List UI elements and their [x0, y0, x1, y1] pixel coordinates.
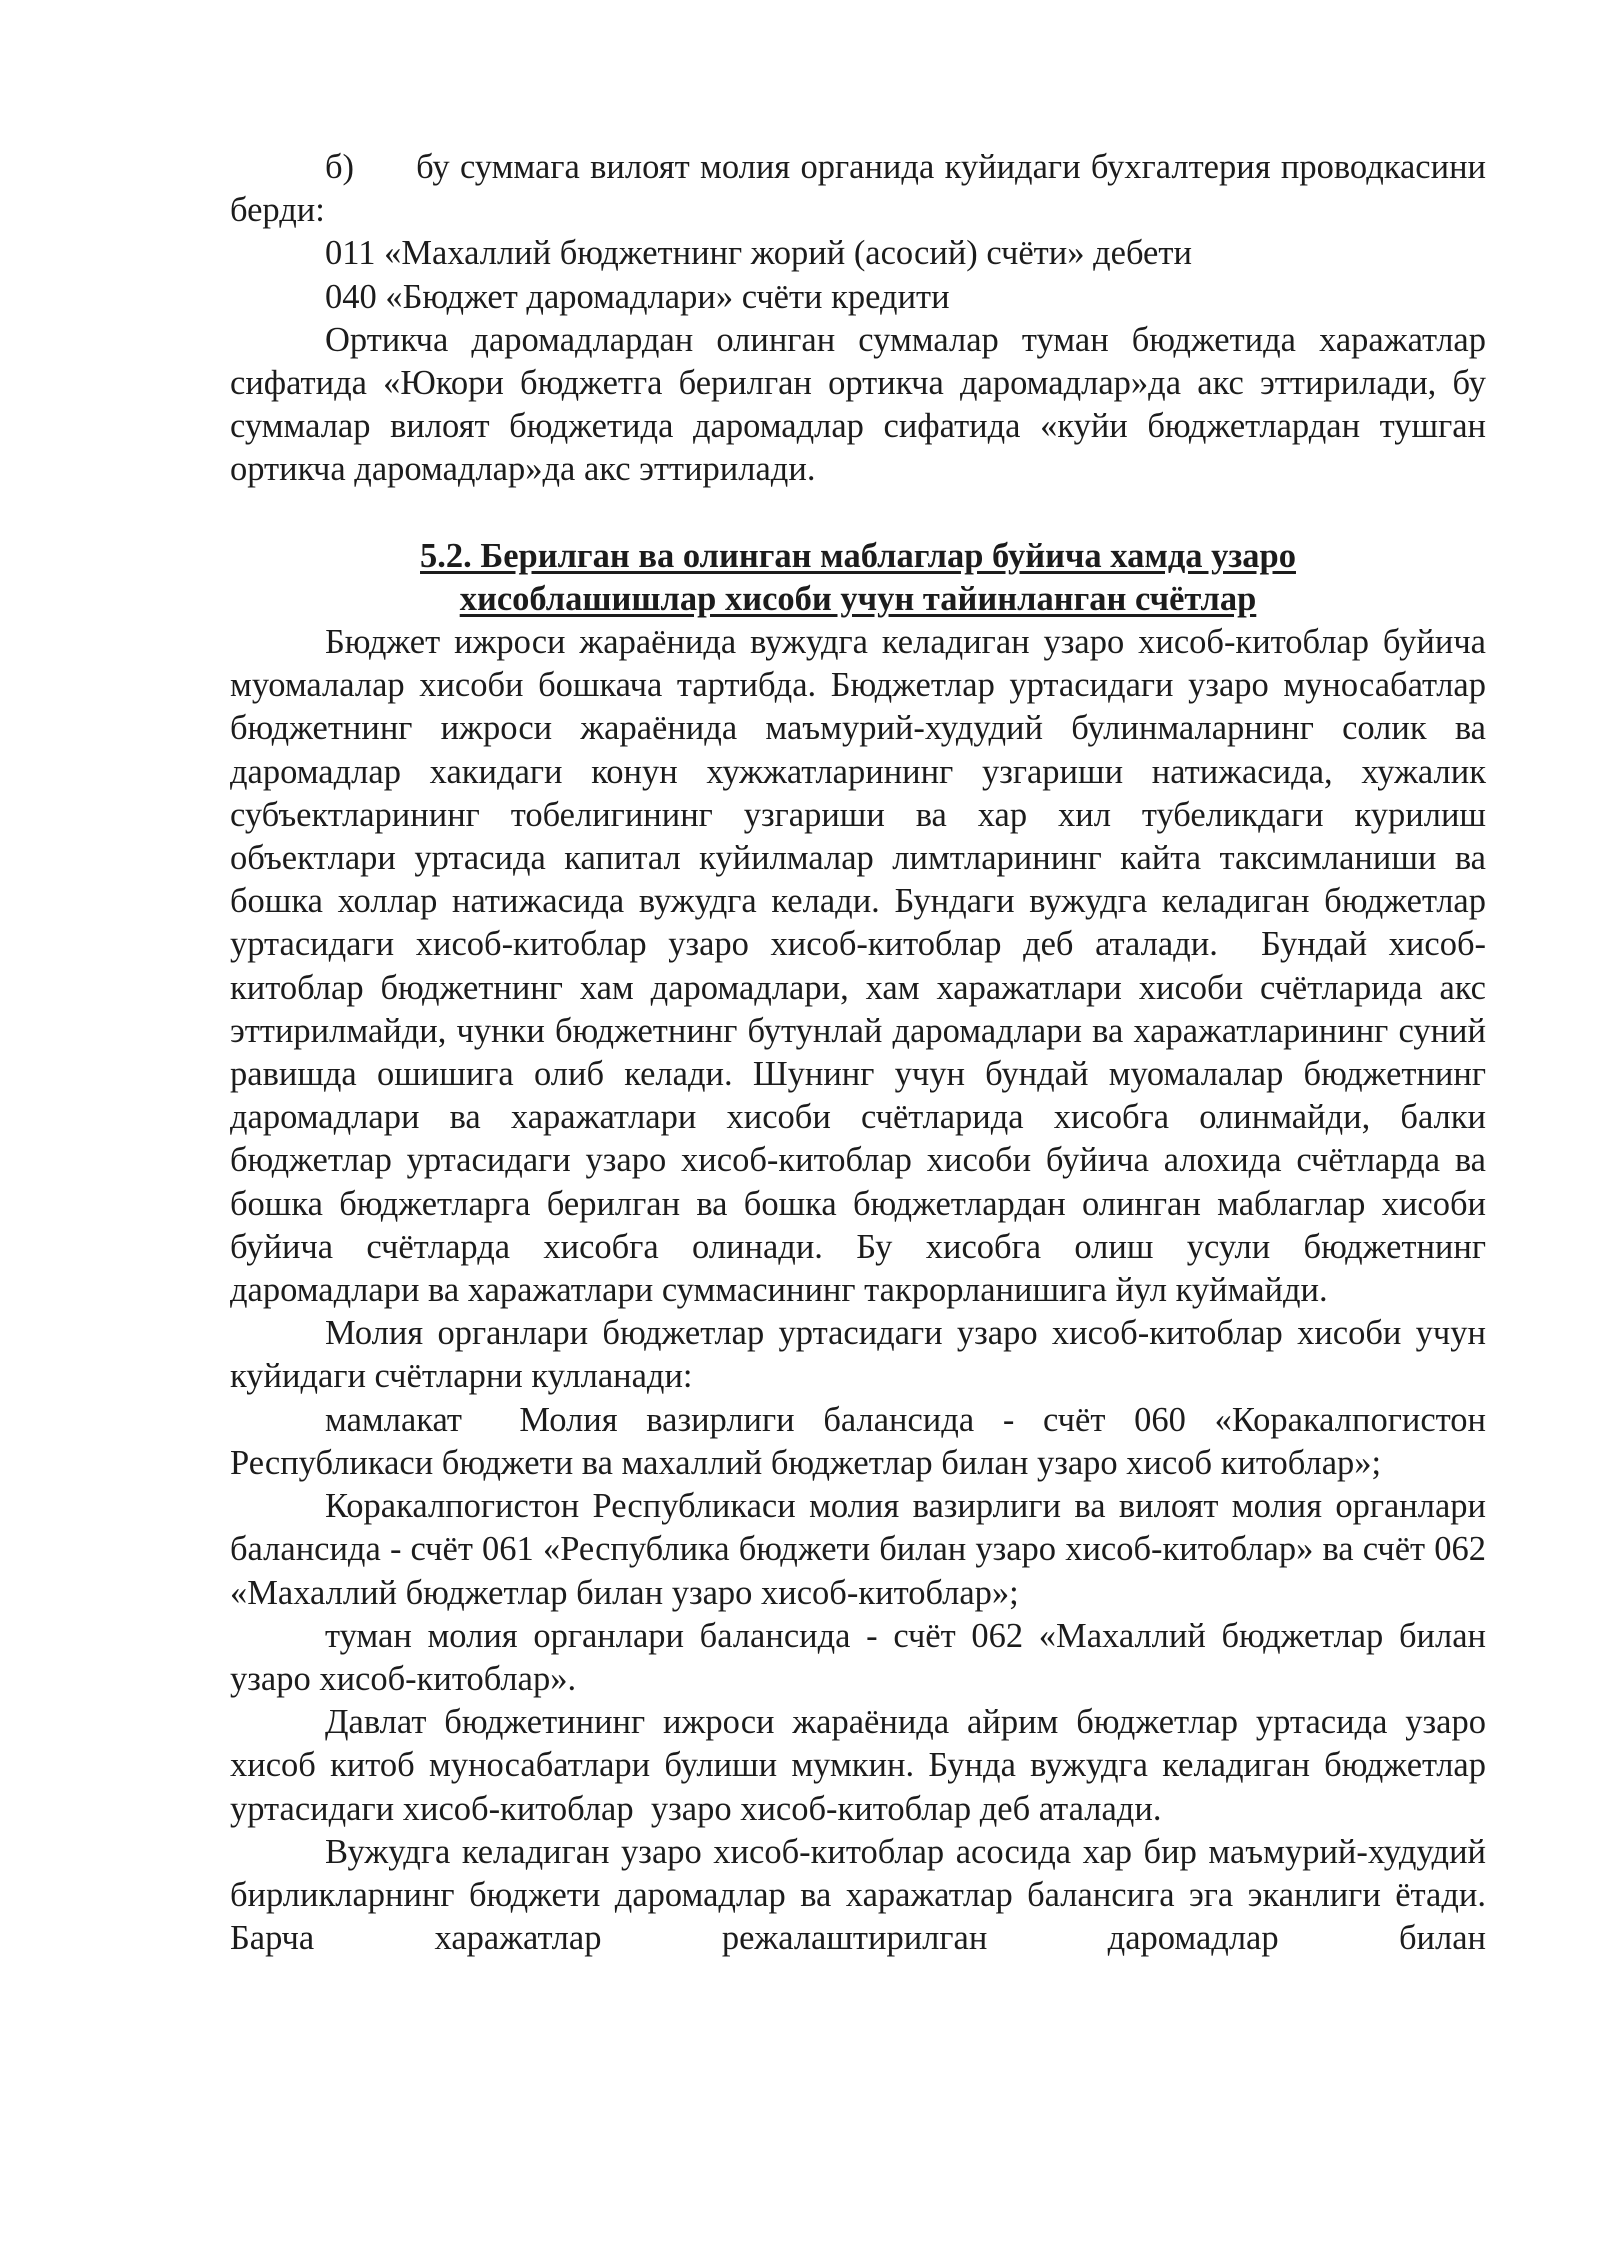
paragraph-district-account: туман молия органлари балансида - счёт 062 «Махаллий бюджетлар билан узаро хисоб-китоблар». [230, 1616, 1486, 1698]
paragraph-regional-accounts: Коракалпогистон Республикаси молия вазирлиги ва вилоят молия органлари балансида - счёт 061 «Республика бюджети билан узаро хисоб-китоблар» ва счёт 062 «Махаллий бюджетлар билан узаро хисоб-китоблар»; [230, 1487, 1486, 1612]
paragraph-excess-income: Ортикча даромадлардан олинган суммалар туман бюджетида харажатлар сифатида «Юкори бюджетга берилган ортикча даромадлар»да акс эттирилади, бу суммалар вилоят бюджетида даромадлар сифатида «куйи бюджетлардан тушган ортикча даромадлар»да акс эттирилади. [230, 320, 1486, 489]
paragraph-balance: Вужудга келадиган узаро хисоб-китоблар асосида хар бир маъмурий-худудий бирликларнинг бюджети даромадлар ва харажатлар балансига эга эканлиги ётади. Барча харажатлар режалаштирилган даромадлар билан [230, 1832, 1486, 1958]
entry-debit: 011 «Махаллий бюджетнинг жорий (асосий) счёти» дебети [325, 234, 1192, 273]
section-heading: 5.2. Берилган ва олинган маблаглар буйича хамда узаро хисоблашишлар хисоби учун тайинланган счётлар [420, 536, 1296, 618]
spacer [230, 492, 1486, 535]
paragraph-ministry-account: мамлакат Молия вазирлиги балансида - счёт 060 «Коракалпогистон Республикаси бюджети ва махаллий бюджетлар билан узаро хисоб китоблар»; [230, 1400, 1486, 1482]
paragraph-finance-bodies: Молия органлари бюджетлар уртасидаги узаро хисоб-китоблар хисоби учун куйидаги счётларни кулланади: [230, 1314, 1486, 1396]
paragraph-state-budget: Давлат бюджетининг ижроси жараёнида айрим бюджетлар уртасида узаро хисоб китоб муносабатлари булиши мумкин. Бунда вужудга келадиган бюджетлар уртасидаги хисоб-китоблар узаро хисоб-китоблар деб аталади. [230, 1703, 1486, 1828]
paragraph-b: б) бу суммага вилоят молия органида куйидаги бухгалтерия проводкасини берди: [230, 148, 1486, 230]
document-page [230, 146, 1486, 1960]
paragraph-mutual-settlements: Бюджет ижроси жараёнида вужудга келадиган узаро хисоб-китоблар буйича муомалалар хисоби бошкача тартибда. Бюджетлар уртасидаги узаро муносабатлар бюджетнинг ижроси жараёнида маъмурий-худудий булинмаларнинг солик ва даромадлар хакидаги конун хужжатларининг узгариши натижасида, хужалик субъектларининг тобелигининг узгариши ва хар хил тубеликдаги курилиш объектлари уртасида капитал куйилмалар лимтларининг кайта таксимланиши ва бошка холлар натижасида вужудга келади. Бундаги вужудга келадиган бюджетлар уртасидаги хисоб-китоблар узаро хисоб-китоблар деб аталади. Бундай хисоб-китоблар бюджетнинг хам даромадлари, хам харажатлари хисоби счётларида акс эттирилмайди, чунки бюджетнинг бутунлай даромадлари ва харажатларининг суний равишда ошишига олиб келади. Шунинг учун бундай муомалалар бюджетнинг даромадлари ва харажатлари хисоби счётларида хисобга олинмайди, балки бюджетлар уртасидаги узаро хисоб-китоблар хисоби буйича алохида счётларда ва бошка бюджетларга берилган ва бошка бюджетлардан олинган маблаглар хисоби буйича счётларда хисобга олинади. Бу хисобга олиш усули бюджетнинг даромадлари ва харажатлари суммасининг такрорланишига йул куймайди. [230, 623, 1486, 1310]
entry-credit: 040 «Бюджет даромадлари» счёти кредити [325, 277, 950, 316]
